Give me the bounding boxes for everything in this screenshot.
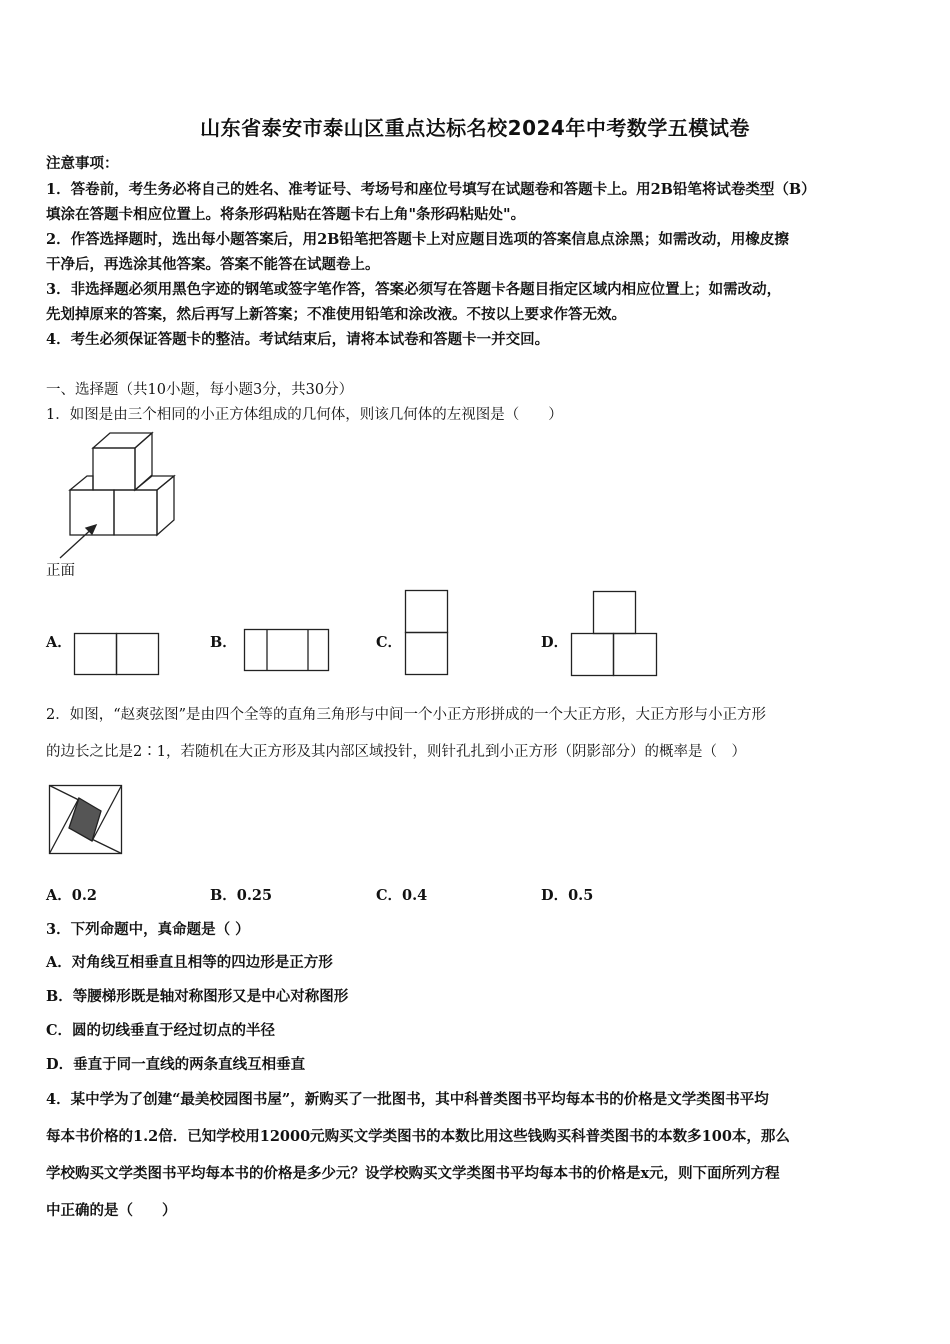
q3-option: B．等腰梯形既是轴对称图形又是中心对称图形	[46, 988, 349, 1005]
question-4-line: 每本书价格的1.2倍．已知学校用12000元购买文学类图书的本数比用这些钱购买科普类图书的本数多100本，那么	[46, 1128, 790, 1145]
section-heading: 一、选择题（共10小题，每小题3分，共30分）	[46, 382, 354, 398]
q1-option-c-figure	[405, 590, 449, 676]
question-2-line: 的边长之比是2∶1，若随机在大正方形及其内部区域投针，则针孔扎到小正方形（阴影部分）的概率是（ ）	[46, 744, 746, 760]
notice-line: 3．非选择题必须用黑色字迹的钢笔或签字笔作答，答案必须写在答题卡各题目指定区域内相应位置上；如需改动，	[46, 281, 782, 298]
q3-option: A．对角线互相垂直且相等的四边形是正方形	[46, 954, 333, 971]
notice-line: 先划掉原来的答案，然后再写上新答案；不准使用铅笔和涂改液。不按以上要求作答无效。	[46, 306, 626, 323]
page-title: 山东省泰安市泰山区重点达标名校2024年中考数学五模试卷	[200, 116, 750, 140]
q1-option-b-label: B．	[210, 634, 237, 651]
q1-option-a-figure	[74, 633, 160, 675]
question-1-stem: 1．如图是由三个相同的小正方体组成的几何体，则该几何体的左视图是（ ）	[46, 407, 563, 423]
q1-option-c-label: C．	[376, 634, 403, 651]
q2-option-a: A．0.2	[46, 887, 97, 904]
notice-line: 2．作答选择题时，选出每小题答案后，用2B铅笔把答题卡上对应题目选项的答案信息点涂黑；如需改动，用橡皮擦	[46, 231, 789, 248]
zhao-shuang-diagram	[49, 785, 123, 855]
question-4-line: 4．某中学为了创建“最美校园图书屋”，新购买了一批图书，其中科普类图书平均每本书的价格是文学类图书平均	[46, 1091, 769, 1108]
q1-option-a-label: A．	[46, 634, 72, 651]
q1-option-d-label: D．	[541, 634, 569, 651]
notice-line: 4．考生必须保证答题卡的整洁。考试结束后，请将本试卷和答题卡一并交回。	[46, 331, 550, 348]
q2-option-c: C．0.4	[376, 887, 428, 904]
question-3-stem: 3．下列命题中，真命题是（ ）	[46, 921, 250, 938]
notice-line: 1．答卷前，考生务必将自己的姓名、准考证号、考场号和座位号填写在试题卷和答题卡上。用2B铅笔将试卷类型（B）	[46, 181, 816, 198]
question-2-line: 2．如图，“赵爽弦图”是由四个全等的直角三角形与中间一个小正方形拼成的一个大正方形，大正方形与小正方形	[46, 707, 767, 723]
question-4-line: 中正确的是（ ）	[46, 1202, 177, 1219]
q2-option-b: B．0.25	[210, 887, 273, 904]
q1-option-b-figure	[244, 629, 330, 671]
q3-option: D．垂直于同一直线的两条直线互相垂直	[46, 1056, 306, 1073]
q1-solid-figure	[40, 430, 190, 580]
front-label: 正面	[46, 563, 75, 579]
notice-heading: 注意事项：	[46, 155, 119, 172]
question-4-line: 学校购买文学类图书平均每本书的价格是多少元？设学校购买文学类图书平均每本书的价格是x元，则下面所列方程	[46, 1165, 780, 1182]
notice-line: 干净后，再选涂其他答案。答案不能答在试题卷上。	[46, 256, 380, 273]
q1-option-d-figure	[571, 591, 659, 677]
notice-line: 填涂在答题卡相应位置上。将条形码粘贴在答题卡右上角"条形码粘贴处"。	[46, 206, 526, 223]
q2-option-d: D．0.5	[541, 887, 594, 904]
q3-option: C．圆的切线垂直于经过切点的半径	[46, 1022, 276, 1039]
